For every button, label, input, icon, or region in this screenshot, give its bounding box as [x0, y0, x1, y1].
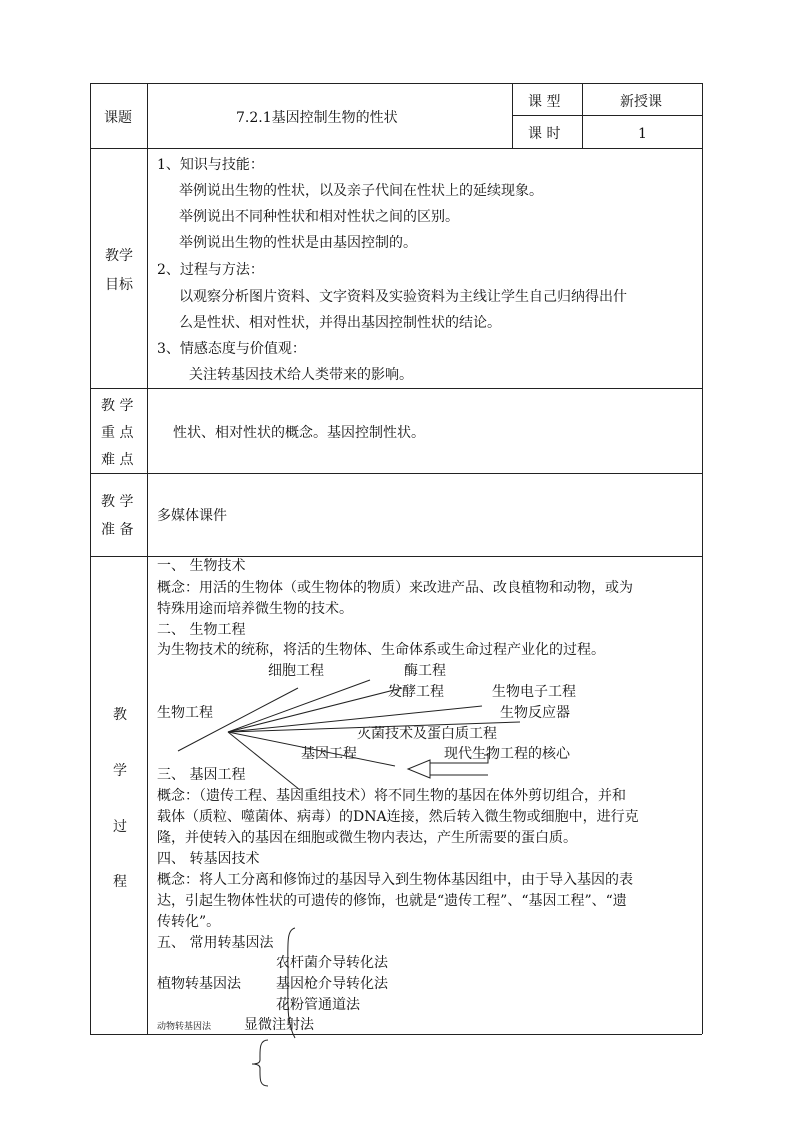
connector-line	[228, 732, 300, 790]
brace-plant-methods	[288, 928, 295, 1038]
lesson-type-value: 新授课	[620, 94, 662, 110]
section-4-def-line-1: 概念：将人工分离和修饰过的基因导入到生物体基因组中，由于导入基因的表	[157, 872, 633, 888]
section-2-def: 为生物技术的统称，将活的生物体、生命体系或生命过程产业化的过程。	[157, 642, 605, 658]
connector-line	[228, 688, 402, 732]
lesson-hours-value: 1	[638, 126, 647, 142]
section-5-title: 五、 常用转基因法	[157, 935, 274, 951]
section-1-def-line-2: 特殊用途而培养微生物的技术。	[157, 601, 353, 617]
method-item-gene-gun: 基因枪介导转化法	[276, 976, 388, 992]
goal-line-8: 3、情感态度与价值观：	[157, 341, 306, 357]
connector-line	[178, 688, 298, 751]
diagram-enzyme-engineering: 酶工程	[404, 663, 446, 679]
goal-line-6: 以观察分析图片资料、文字资料及实验资料为主线让学生自己归纳得出什	[179, 289, 627, 305]
section-4-title: 四、 转基因技术	[157, 851, 260, 867]
method-item-pollen-tube: 花粉管通道法	[276, 997, 360, 1013]
section-2-title: 二、 生物工程	[157, 622, 246, 638]
diagram-core-note: 现代生物工程的核心	[444, 746, 570, 762]
goal-line-3: 举例说出不同种性状和相对性状之间的区别。	[179, 209, 459, 225]
plant-method-label: 植物转基因法	[157, 976, 241, 992]
section-3-def-line-3: 隆，并使转入的基因在细胞或微生物内表达，产生所需要的蛋白质。	[157, 830, 577, 846]
keypoints-label-3: 难 点	[101, 452, 134, 468]
lesson-hours-label: 课 时	[528, 126, 561, 142]
section-3-def-line-1: 概念：（遗传工程、基因重组技术）将不同生物的基因在体外剪切组合，并和	[157, 788, 626, 804]
section-4-def-line-3: 传转化”。	[157, 914, 221, 930]
goals-label-top: 教学	[105, 248, 133, 264]
section-1-def-line-1: 概念：用活的生物体（或生物体的物质）来改进产品、改良植物和动物，或为	[157, 580, 633, 596]
diagram-root: 生物工程	[157, 705, 213, 721]
keypoints-label-1: 教 学	[101, 398, 134, 414]
diagram-bioelectronic-engineering: 生物电子工程	[492, 684, 576, 700]
diagram-fermentation-engineering: 发酵工程	[388, 684, 444, 700]
brace-animal-methods	[252, 1040, 268, 1086]
process-label-char-1: 教	[113, 707, 127, 723]
goal-line-1: 1、知识与技能：	[157, 157, 264, 173]
diagram-sterilization-protein: 灭菌技术及蛋白质工程	[357, 726, 497, 742]
diagram-bioreactor: 生物反应器	[500, 705, 570, 721]
keypoints-label-2: 重 点	[101, 425, 134, 441]
section-3-title: 三、 基因工程	[157, 767, 246, 783]
lesson-type-label: 课 型	[528, 94, 561, 110]
topic-title: 7.2.1基因控制生物的性状	[236, 110, 398, 126]
connector-line	[228, 680, 370, 732]
animal-method-label: 动物转基因法	[157, 1022, 212, 1032]
prep-text: 多媒体课件	[157, 508, 227, 524]
goal-line-9: 关注转基因技术给人类带来的影响。	[189, 367, 413, 383]
method-item-microinjection: 显微注射法	[244, 1017, 314, 1033]
method-item-agrobacterium: 农杆菌介导转化法	[276, 955, 388, 971]
arrow-shaft	[430, 755, 488, 775]
goal-line-7: 么是性状、相对性状，并得出基因控制性状的结论。	[179, 315, 501, 331]
connector-line	[228, 722, 520, 732]
goals-label-bottom: 目标	[105, 277, 133, 293]
section-1-title: 一、 生物技术	[157, 558, 246, 574]
process-label-char-4: 程	[113, 874, 127, 890]
section-4-def-line-2: 达，引起生物体性状的可遗传的修饰，也就是“遗传工程”、“基因工程”、“遗	[157, 893, 627, 909]
diagram-cell-engineering: 细胞工程	[268, 663, 324, 679]
connector-line	[228, 732, 395, 766]
section-3-def-line-2: 载体（质粒、噬菌体、病毒）的DNA连接，然后转入微生物或细胞中，进行克	[157, 809, 639, 825]
process-label-char-3: 过	[113, 819, 127, 835]
keypoints-text: 性状、相对性状的概念。基因控制性状。	[173, 425, 425, 441]
goal-line-2: 举例说出生物的性状，以及亲子代间在性状上的延续现象。	[179, 183, 543, 199]
diagram-gene-engineering: 基因工程	[301, 746, 357, 762]
prep-label-2: 准 备	[101, 522, 134, 538]
process-label-char-2: 学	[113, 763, 127, 779]
goal-line-5: 2、过程与方法：	[157, 262, 264, 278]
topic-label: 课题	[104, 110, 132, 126]
prep-label-1: 教 学	[101, 494, 134, 510]
goal-line-4: 举例说出生物的性状是由基因控制的。	[179, 235, 417, 251]
arrow-head	[408, 760, 430, 778]
